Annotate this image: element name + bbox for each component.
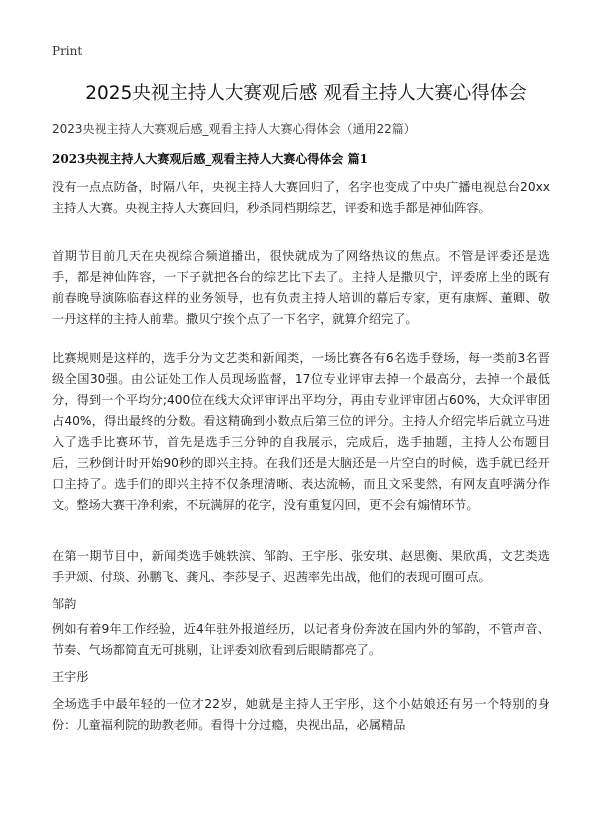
- paragraph-first-episode: 首期节目前几天在央视综合频道播出，很快就成为了网络热议的焦点。不管是评委还是选手，都是神仙阵容，一下子就把各台的综艺比下去了。主持人是撒贝宁，评委席上坐的既有前春晚导演陈临春这样的业务领导，也有负责主持人培训的幕后专家，更有康辉、董卿、敬一丹这样的主持人前辈。撒贝宁挨个点了一下名字，就算介绍完了。: [52, 249, 550, 326]
- section-heading: 2023央视主持人大赛观后感_观看主持人大赛心得体会 篇1: [52, 152, 368, 166]
- paragraph-rules: 比赛规则是这样的，选手分为文艺类和新闻类，一场比赛各有6名选手登场，每一类前3名晋级全国30强。由公证处工作人员现场监督，17位专业评审去掉一个最高分，去掉一个最低分，得到一个平均分;400位在线大众评审评出平均分，再由专业评审团占60%，大众评审团占40%，得出最终的分数。看这精确到小数点后第三位的评分。主持人介绍完毕后就立马进入了选手比赛环节，首先是选手三分钟的自我展示，完成后，选手抽题，主持人公布题目后，三秒倒计时开始90秒的即兴主持。在我们还是大脑还是一片空白的时候，选手就已经开口主持了。选手们的即兴主持不仅条理清晰、表达流畅，而且文采斐然，有网友直呼满分作文。整场大赛干净利索，不玩满屏的花字，没有重复闪回，更不会有煽情环节。: [52, 351, 550, 512]
- contestant-name-zou-yun: 邹韵: [52, 597, 77, 611]
- paragraph-intro: 没有一点点防备，时隔八年，央视主持人大赛回归了，名字也变成了中央广播电视总台20xx主持人大赛。央视主持人大赛回归，秒杀同档期综艺，评委和选手都是神仙阵容。: [52, 180, 550, 215]
- paragraph-zou-yun: 例如有着9年工作经验，近4年驻外报道经历，以记者身份奔波在国内外的邹韵，不管声音、节奏、气场都简直无可挑剔，让评委刘欣看到后眼睛都亮了。: [52, 622, 550, 657]
- paragraph-wang-yutong: 全场选手中最年轻的一位才22岁，她就是主持人王宇彤，这个小姑娘还有另一个特别的身份：儿童福利院的助教老师。看得十分过瘾，央视出品，必属精品: [52, 697, 550, 732]
- print-link[interactable]: Print: [52, 44, 83, 58]
- paragraph-contestants: 在第一期节目中，新闻类选手姚轶滨、邹韵、王宇彤、张安琪、赵思衡、果欣禹，文艺类选手尹颂、付琰、孙鹏飞、龚凡、李莎旻子、迟茜率先出战，他们的表现可圈可点。: [52, 549, 550, 584]
- contestant-name-wang-yutong: 王宇彤: [52, 670, 89, 684]
- article-subtitle: 2023央视主持人大赛观后感_观看主持人大赛心得体会（通用22篇）: [52, 122, 416, 136]
- page-title: 2025央视主持人大赛观后感 观看主持人大赛心得体会: [85, 83, 527, 104]
